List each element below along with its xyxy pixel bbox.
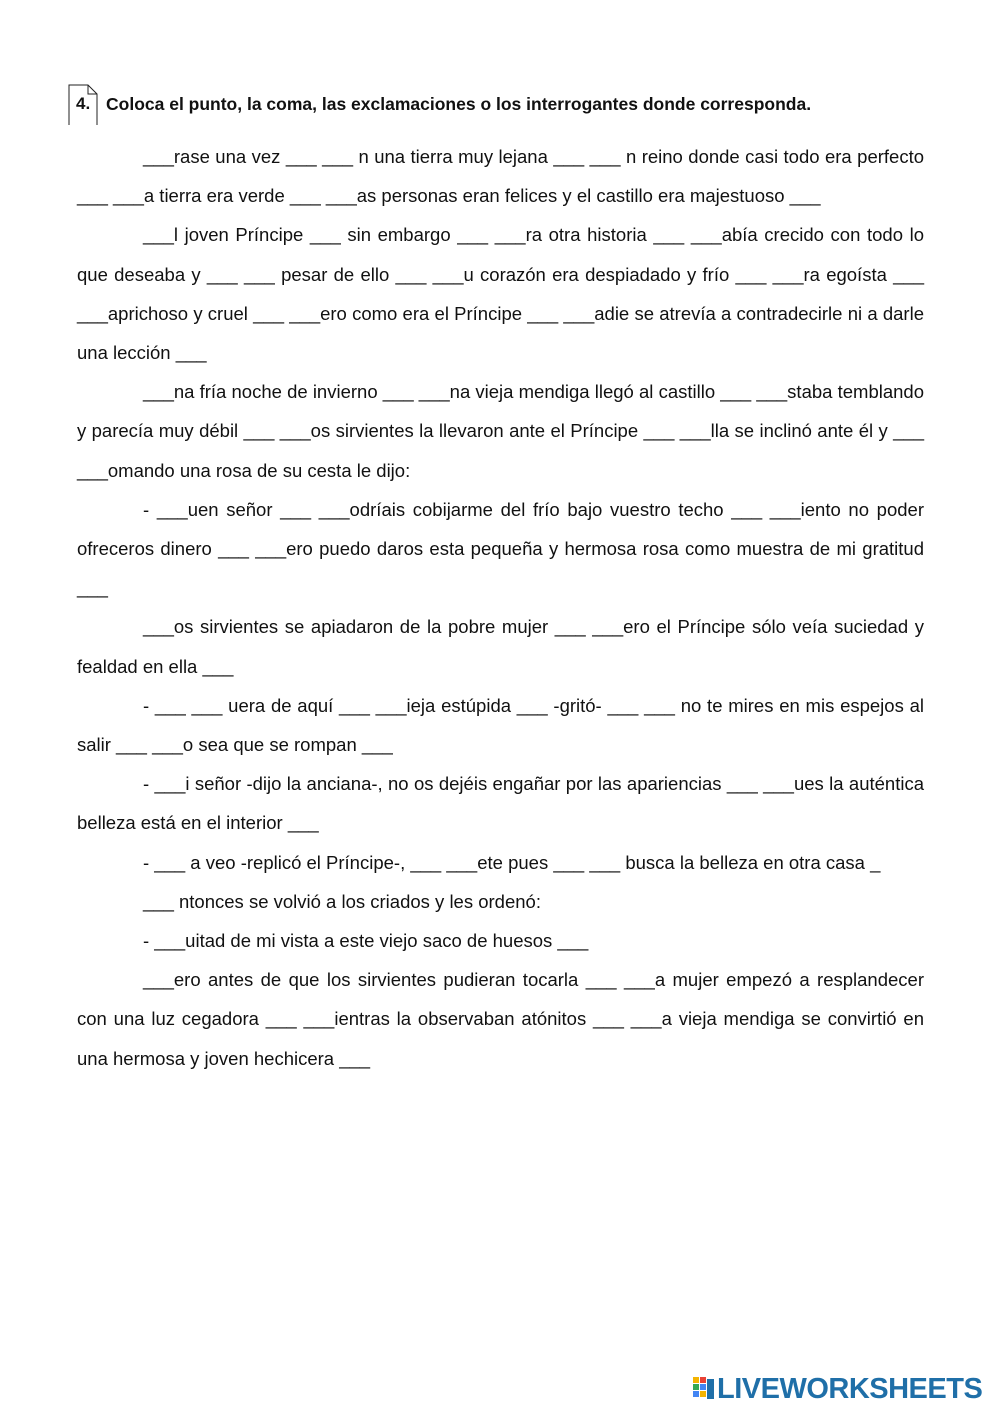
paragraph: - ___ ___ uera de aquí ___ ___ieja estúpida ___ -gritó- ___ ___ no te mires en mis espejos al salir ___ ___o sea que se rompan ___ — [77, 694, 924, 756]
liveworksheets-logo-icon — [693, 1377, 715, 1401]
paragraph: ___na fría noche de invierno ___ ___na vieja mendiga llegó al castillo ___ ___staba temblando y parecía muy débil ___ ___os sirvientes la llevaron ante el Príncipe ___ ___lla se inclinó ante él y ___ ___omando una rosa de su cesta le dijo: — [77, 381, 924, 481]
story-text — [77, 137, 924, 1078]
exercise-instruction: Coloca el punto, la coma, las exclamaciones o los interrogantes donde corresponda. — [106, 94, 812, 114]
paragraph: ___os sirvientes se apiadaron de la pobre mujer ___ ___ero el Príncipe sólo veía suciedad y fealdad en ella ___ — [77, 616, 924, 677]
paragraph: ___ ntonces se volvió a los criados y les ordenó: — [143, 890, 541, 912]
paragraph: ___l joven Príncipe ___ sin embargo ___ ___ra otra historia ___ ___abía crecido con todo lo que deseaba y ___ ___ pesar de ello ___ ___u corazón era despiadado y frío ___ ___ra egoísta ___ ___aprichoso y cruel ___ ___ero como era el Príncipe ___ ___adie se atrevía a contradecirle ni a darle una lección ___ — [77, 224, 924, 364]
liveworksheets-logo — [693, 1373, 993, 1405]
exercise-header — [68, 84, 948, 124]
paragraph: - ___uitad de mi vista a este viejo saco de huesos ___ — [143, 930, 589, 952]
exercise-number-box — [68, 84, 98, 124]
paragraph: - ___i señor -dijo la anciana-, no os dejéis engañar por las apariencias ___ ___ues la auténtica belleza está en el interior ___ — [77, 773, 924, 834]
paragraph: - ___ a veo -replicó el Príncipe-, ___ ___ete pues ___ ___ busca la belleza en otra casa _ — [143, 851, 881, 873]
exercise-number: 4. — [76, 94, 91, 113]
paragraph: ___rase una vez ___ ___ n una tierra muy lejana ___ ___ n reino donde casi todo era perfecto ___ ___a tierra era verde ___ ___as personas eran felices y el castillo era majestuoso ___ — [77, 146, 924, 207]
paragraph: ___ero antes de que los sirvientes pudieran tocarla ___ ___a mujer empezó a resplandecer con una luz cegadora ___ ___ientras la observaban atónitos ___ ___a vieja mendiga se convirtió en una hermosa y joven hechicera ___ — [77, 969, 924, 1069]
paragraph: - ___uen señor ___ ___odríais cobijarme del frío bajo vuestro techo ___ ___iento no poder ofreceros dinero ___ ___ero puedo daros esta pequeña y hermosa rosa como muestra de mi gratitud ___ — [77, 498, 924, 599]
logo-text: LIVEWORKSHEETS — [717, 1373, 983, 1405]
